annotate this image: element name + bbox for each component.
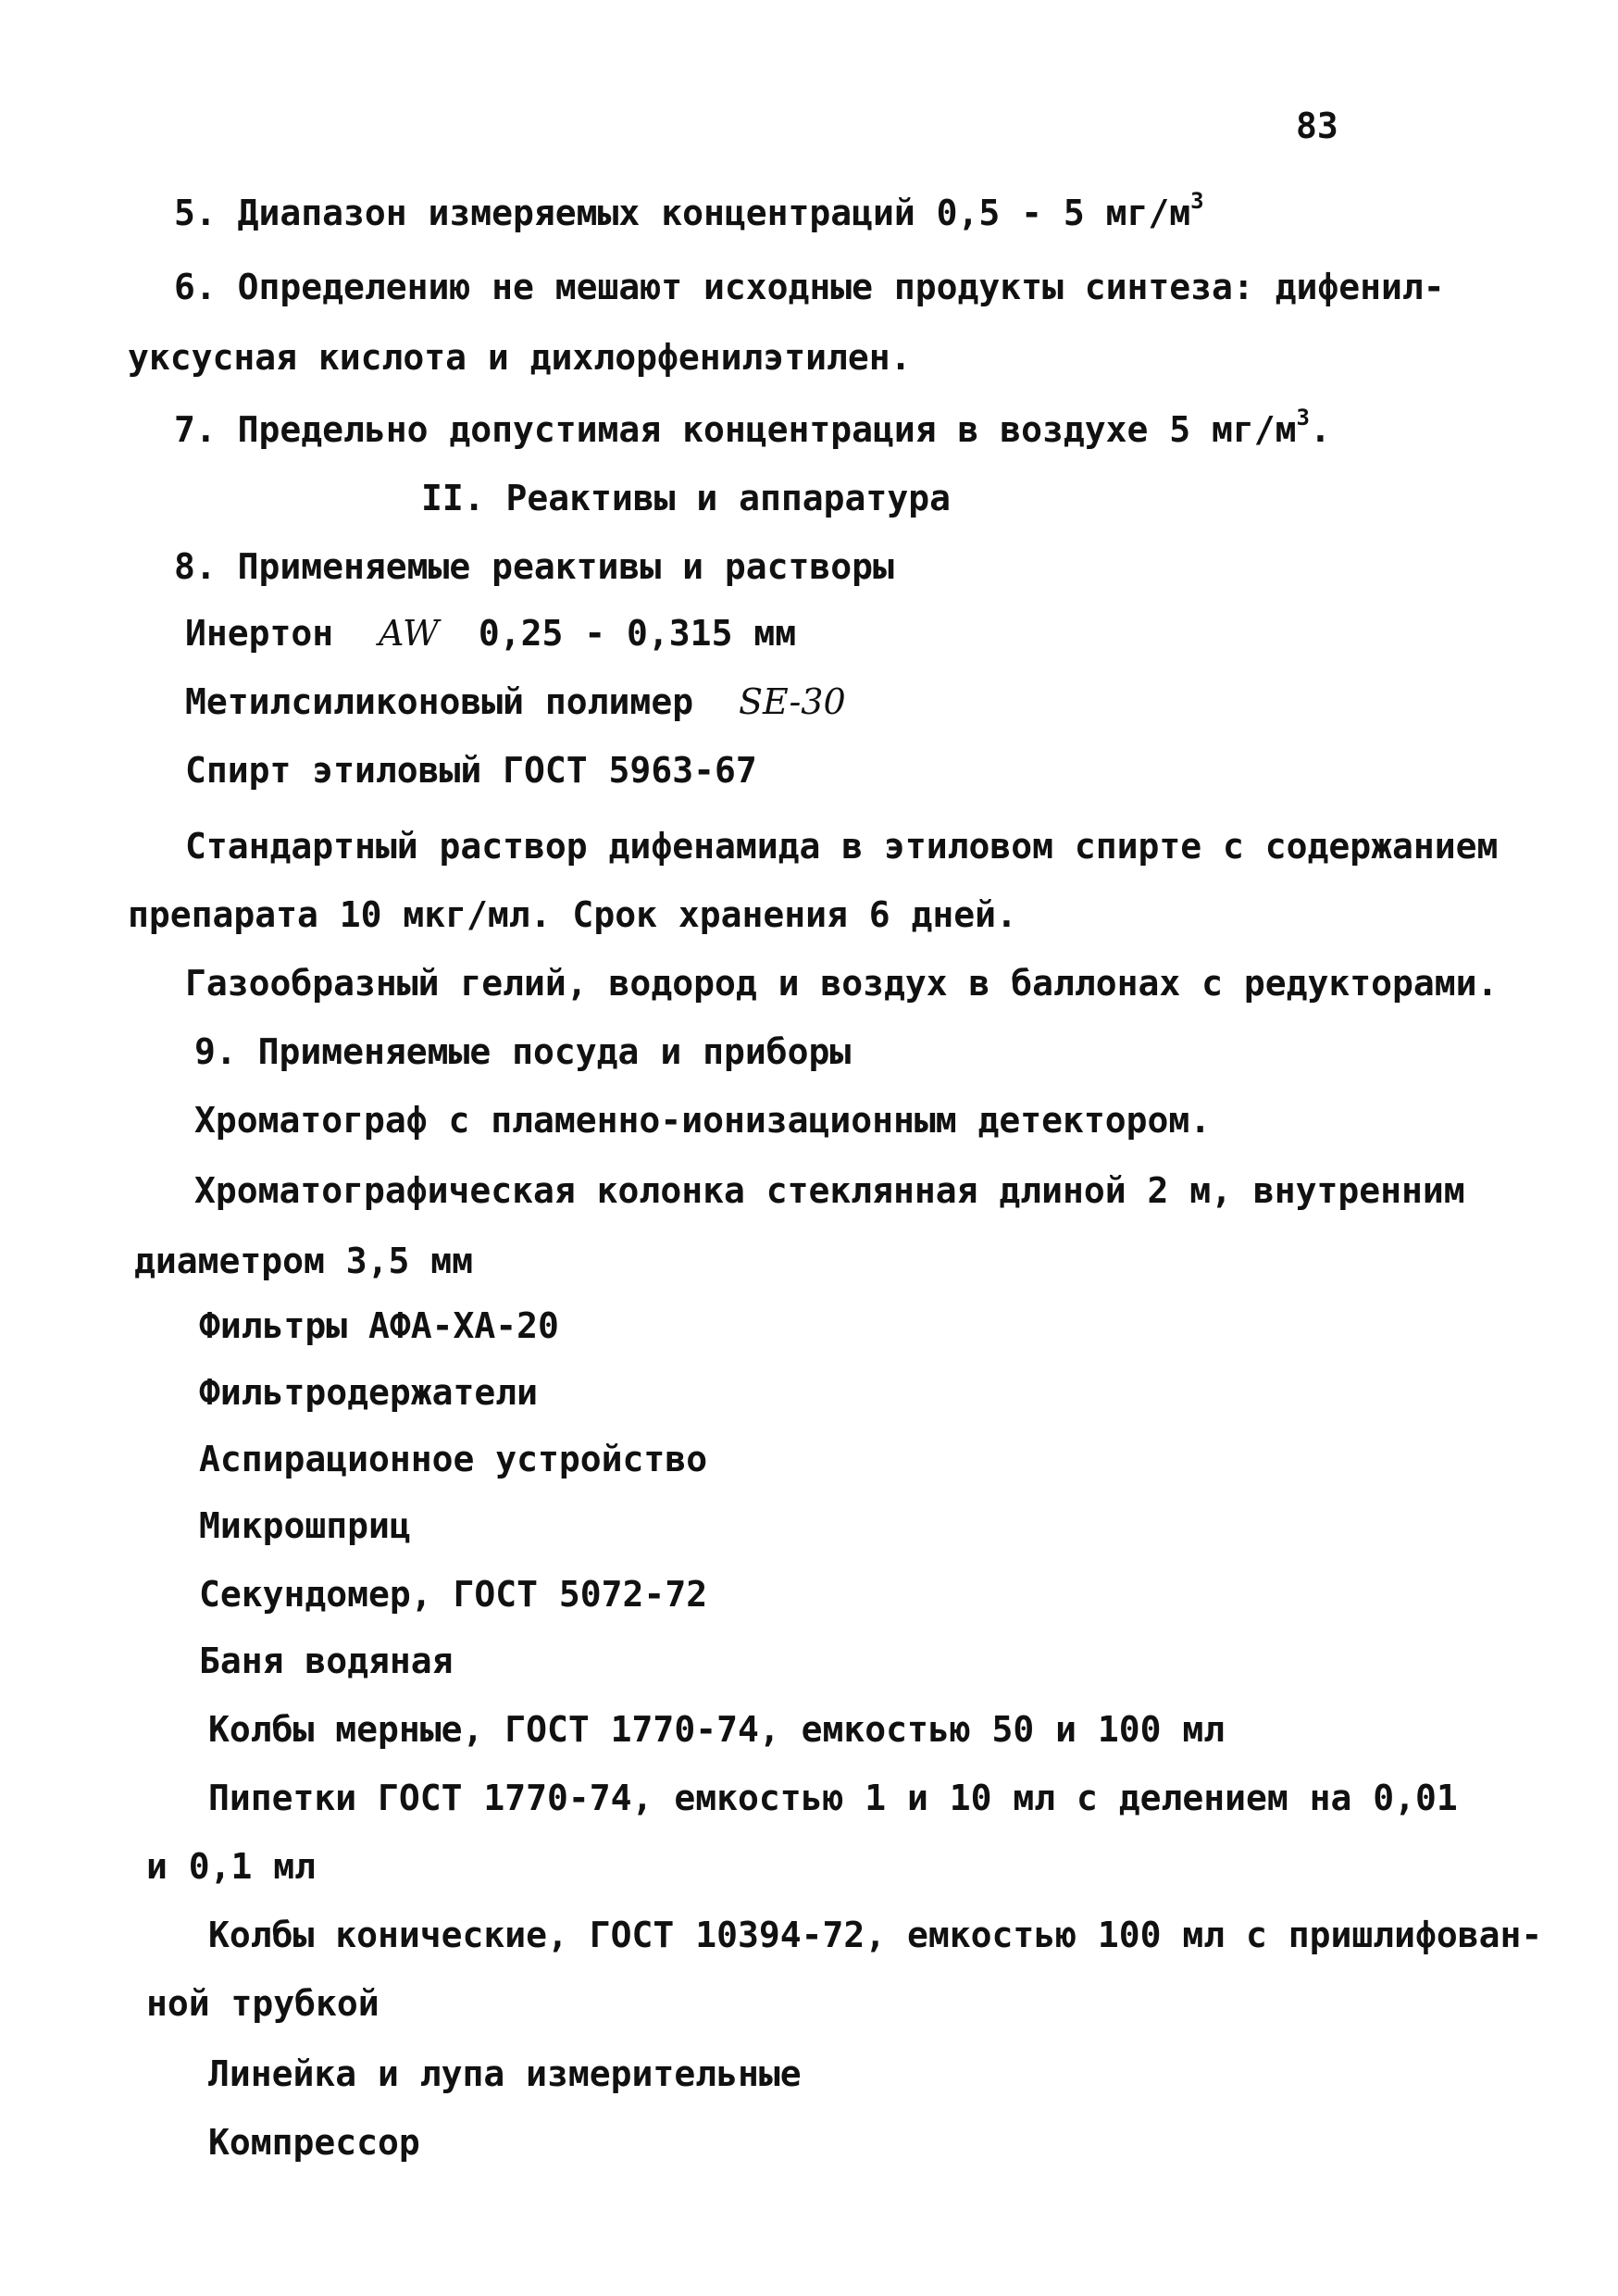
polymer-grade: SE-30 [738, 681, 846, 722]
chromatograph-line: Хроматограф с пламенно-ионизационным детектором. [194, 1100, 1212, 1141]
inerton-line [185, 611, 796, 655]
polymer-label: Метилсиликоновый полимер [185, 681, 694, 722]
conical-flasks-line-2: ной трубкой [146, 1983, 380, 2024]
compressor-line: Компрессор [208, 2122, 420, 2163]
aspiration-device-line: Аспирационное устройство [199, 1439, 708, 1479]
filter-holders-line: Фильтродержатели [199, 1372, 539, 1413]
item-8-heading: 8. Применяемые реактивы и растворы [174, 546, 894, 587]
item-6-line-2: уксусная кислота и дихлорфенилэтилен. [128, 337, 912, 378]
conical-flasks-line-1: Колбы конические, ГОСТ 10394-72, емкостью 100 мл с пришлифован- [208, 1915, 1543, 1955]
inerton-size: 0,25 - 0,315 мм [478, 613, 797, 654]
inerton-grade: AW [379, 613, 440, 654]
gases-line: Газообразный гелий, водород и воздух в баллонах с редукторами. [185, 963, 1499, 1004]
ethanol-line: Спирт этиловый ГОСТ 5963-67 [185, 750, 757, 791]
polymer-line [185, 680, 846, 724]
water-bath-line: Баня водяная [199, 1641, 454, 1681]
item-5-range [174, 188, 1204, 235]
page-number: 83 [1296, 106, 1338, 146]
pipettes-line-2: и 0,1 мл [146, 1846, 317, 1887]
item-7-period: . [1309, 409, 1331, 450]
column-line-1: Хроматографическая колонка стеклянная длиной 2 м, внутренним [194, 1170, 1465, 1211]
filters-line: Фильтры АФА-ХА-20 [199, 1305, 559, 1346]
volumetric-flasks-line: Колбы мерные, ГОСТ 1770-74, емкостью 50 и 100 мл [208, 1709, 1226, 1750]
pipettes-line-1: Пипетки ГОСТ 1770-74, емкостью 1 и 10 мл с делением на 0,01 [208, 1778, 1458, 1818]
standard-solution-line-2: препарата 10 мкг/мл. Срок хранения 6 дней. [128, 894, 1017, 935]
ruler-loupe-line: Линейка и лупа измерительные [208, 2053, 802, 2094]
standard-solution-line-1: Стандартный раствор дифенамида в этиловом спирте с содержанием [185, 826, 1499, 867]
item-5-text: 5. Диапазон измеряемых концентраций 0,5 - 5 мг/м [174, 193, 1191, 233]
microsyringe-line: Микрошприц [199, 1505, 411, 1546]
item-6-line-1: 6. Определению не мешают исходные продукты синтеза: дифенил- [174, 267, 1445, 307]
item-7-text: 7. Предельно допустимая концентрация в воздухе 5 мг/м [174, 409, 1297, 450]
section-heading-reagents: II. Реактивы и аппаратура [421, 478, 951, 518]
item-7-superscript: 3 [1296, 405, 1310, 430]
item-9-heading: 9. Применяемые посуда и приборы [194, 1031, 852, 1072]
inerton-label: Инертон [185, 613, 334, 654]
column-line-2: диаметром 3,5 мм [134, 1241, 474, 1281]
item-5-superscript: 3 [1190, 188, 1204, 214]
item-7-mac [174, 407, 1331, 452]
stopwatch-line: Секундомер, ГОСТ 5072-72 [199, 1574, 708, 1615]
